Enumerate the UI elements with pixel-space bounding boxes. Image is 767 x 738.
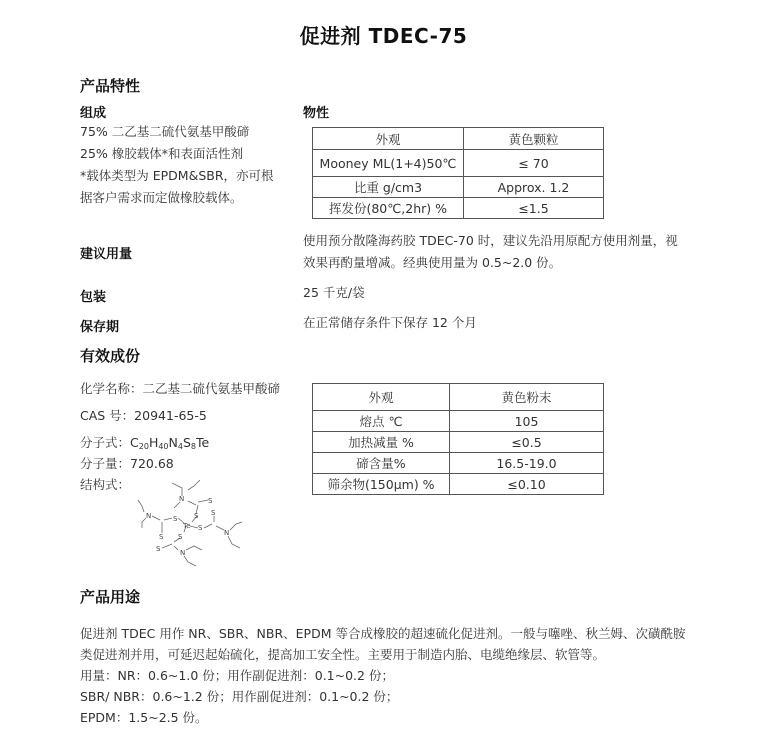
table-cell-property: 加热减量 % xyxy=(313,432,450,453)
properties-heading: 物性 xyxy=(303,106,330,121)
molecular-formula: 分子式：$C_{20}H_{40}N_4S_8Te$ xyxy=(80,435,210,451)
composition-line: 75% 二乙基二硫代氨基甲酸碲 xyxy=(80,124,250,139)
document-title: 促进剂 TDEC-75 xyxy=(299,24,468,48)
packaging-label: 包装 xyxy=(80,290,107,305)
recommended-dosage-label: 建议用量 xyxy=(80,247,133,262)
atom-s: S xyxy=(178,533,183,541)
properties-table xyxy=(312,127,604,219)
table-cell-property: 外观 xyxy=(313,384,450,411)
table-cell-property: Mooney ML(1+4)50℃ xyxy=(313,150,464,177)
table-cell-value: Approx. 1.2 xyxy=(464,177,604,198)
composition-line: 25% 橡胶载体*和表面活性剂 xyxy=(80,146,244,161)
composition-line: *载体类型为 EPDM&SBR，亦可根 xyxy=(80,168,274,183)
table-cell-value: 黄色颗粒 xyxy=(464,128,604,150)
cas-number: CAS 号：20941-65-5 xyxy=(80,408,207,423)
application-line: EPDM：1.5~2.5 份。 xyxy=(80,710,208,725)
section-heading-product-features: 产品特性 xyxy=(80,77,141,95)
atom-s: S xyxy=(156,545,161,553)
section-heading-active-ingredient: 有效成份 xyxy=(80,347,141,365)
table-cell-property: 筛余物(150μm) % xyxy=(313,474,450,495)
packaging-value: 25 千克/袋 xyxy=(303,285,365,300)
table-cell-value: 黄色粉末 xyxy=(450,384,604,411)
application-line: SBR/ NBR：0.6~1.2 份；用作副促进剂：0.1~0.2 份； xyxy=(80,689,399,704)
table-cell-value: ≤0.5 xyxy=(450,432,604,453)
composition-list xyxy=(80,121,274,209)
table-row xyxy=(313,411,604,432)
atom-s: S xyxy=(159,533,164,541)
table-cell-value: ≤1.5 xyxy=(464,198,604,219)
table-cell-property: 外观 xyxy=(313,128,464,150)
atom-n: N xyxy=(179,495,185,503)
table-row xyxy=(313,432,604,453)
shelf-life-label: 保存期 xyxy=(80,320,120,335)
atom-n: N xyxy=(180,549,186,557)
table-row xyxy=(313,128,604,150)
table-row xyxy=(313,384,604,411)
atom-te: Te xyxy=(183,522,191,530)
table-cell-property: 碲含量% xyxy=(313,453,450,474)
formula-sub-n: 4 xyxy=(177,442,183,451)
application-line: 类促进剂并用，可延迟起始硫化，提高加工安全性。主要用于制造内胎、电缆绝缘层、软管等。 xyxy=(80,647,606,662)
structure-label: 结构式： xyxy=(80,477,131,492)
table-row xyxy=(313,453,604,474)
active-ingredient-table xyxy=(312,383,604,495)
table-cell-value: ≤ 70 xyxy=(464,150,604,177)
chemical-structure-diagram xyxy=(130,478,250,570)
recommended-dosage-text xyxy=(303,230,678,274)
composition-line: 据客户需求而定做橡胶载体。 xyxy=(80,190,243,205)
molecular-weight: 分子量：720.68 xyxy=(80,456,174,471)
formula-sub-h: 40 xyxy=(158,442,169,451)
shelf-life-value: 在正常储存条件下保存 12 个月 xyxy=(303,315,477,330)
section-heading-applications: 产品用途 xyxy=(80,588,141,606)
composition-heading: 组成 xyxy=(80,106,107,121)
dosage-line: 使用预分散隆海药胶 TDEC-70 时，建议先沿用原配方使用剂量，视 xyxy=(303,233,678,248)
atom-n: N xyxy=(224,529,230,537)
formula-label: 分子式： xyxy=(80,435,131,450)
atom-n: N xyxy=(146,512,152,520)
chemical-name: 化学名称：二乙基二硫代氨基甲酸碲 xyxy=(80,381,281,396)
atom-s: S xyxy=(211,509,216,517)
atom-s: S xyxy=(208,497,213,505)
dosage-line: 效果再酌量增减。经典使用量为 0.5~2.0 份。 xyxy=(303,255,562,270)
application-line: 用量：NR：0.6~1.0 份；用作副促进剂：0.1~0.2 份； xyxy=(80,668,394,683)
atom-s: S xyxy=(198,524,203,532)
table-cell-property: 挥发份(80℃,2hr) % xyxy=(313,198,464,219)
table-row xyxy=(313,474,604,495)
table-row xyxy=(313,150,604,177)
table-row xyxy=(313,198,604,219)
table-cell-value: ≤0.10 xyxy=(450,474,604,495)
atom-s: S xyxy=(194,512,199,520)
formula-sub-s: 8 xyxy=(190,442,197,451)
table-cell-value: 105 xyxy=(450,411,604,432)
applications-text xyxy=(80,623,685,728)
application-line: 促进剂 TDEC 用作 NR、SBR、NBR、EPDM 等合成橡胶的超速硫化促进剂。一般与噻唑、秋兰姆、次磺酰胺 xyxy=(80,626,686,641)
table-cell-property: 比重 g/cm3 xyxy=(313,177,464,198)
table-cell-value: 16.5-19.0 xyxy=(450,453,604,474)
atom-s: S xyxy=(173,515,178,523)
table-row xyxy=(313,177,604,198)
table-cell-property: 熔点 ℃ xyxy=(313,411,450,432)
formula-sub-c: 20 xyxy=(138,442,149,451)
